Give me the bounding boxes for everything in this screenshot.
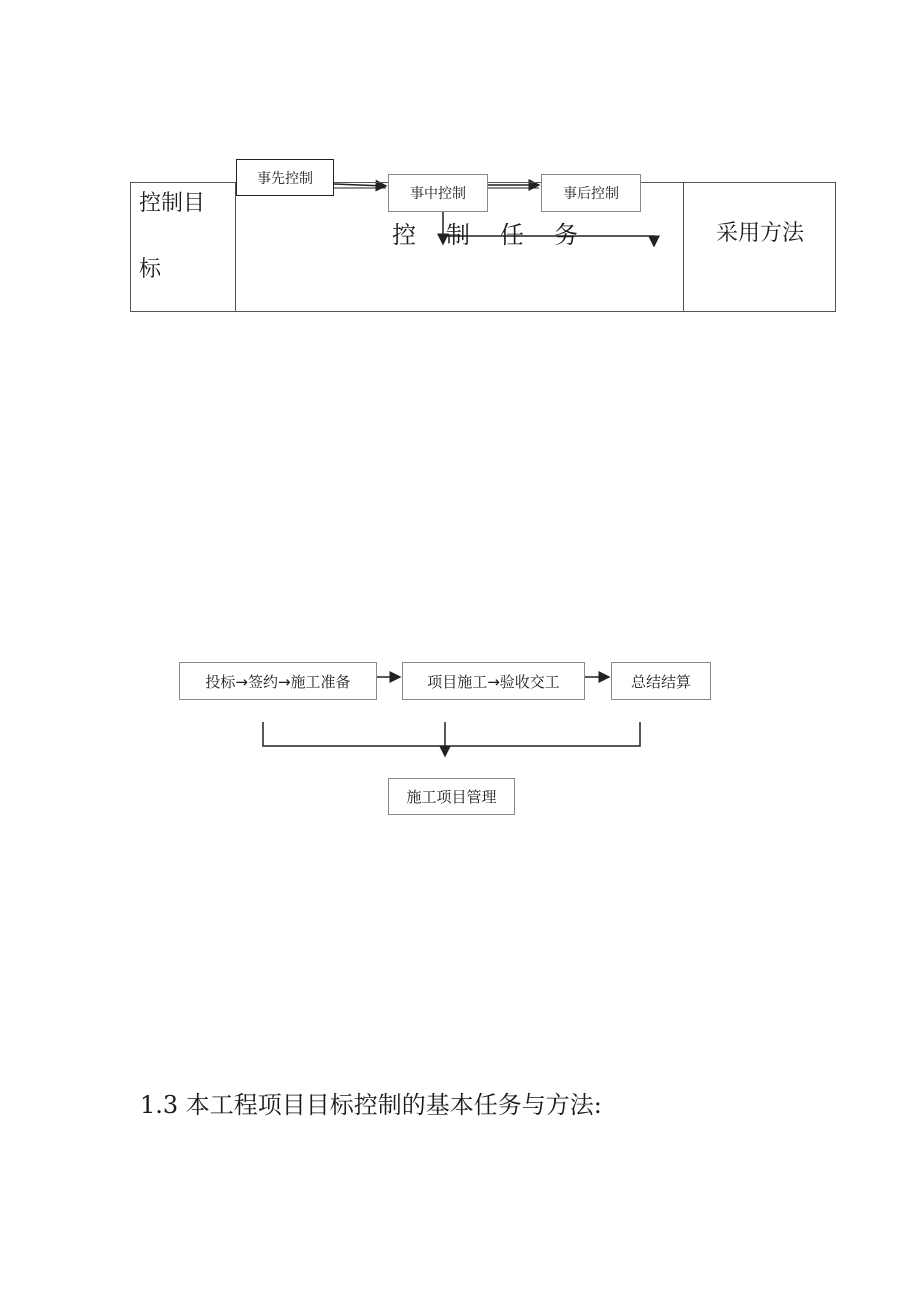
flow-step-settlement: 总结结算 <box>611 662 711 700</box>
flow-result-project-management: 施工项目管理 <box>388 778 515 815</box>
control-target-label-line2: 标 <box>139 257 162 282</box>
pre-control-box: 事先控制 <box>236 159 334 196</box>
flow-step-construction: 项目施工→验收交工 <box>402 662 585 700</box>
section-heading: 1.3 本工程项目目标控制的基本任务与方法: <box>140 1091 602 1119</box>
mid-control-box: 事中控制 <box>388 174 488 212</box>
method-cell <box>683 182 836 312</box>
post-control-box: 事后控制 <box>541 174 641 212</box>
method-label: 采用方法 <box>716 221 805 246</box>
control-task-label: 控制任务 <box>392 221 608 249</box>
flow-step-bidding: 投标→签约→施工准备 <box>179 662 377 700</box>
control-target-label-line1: 控制目 <box>139 191 206 216</box>
